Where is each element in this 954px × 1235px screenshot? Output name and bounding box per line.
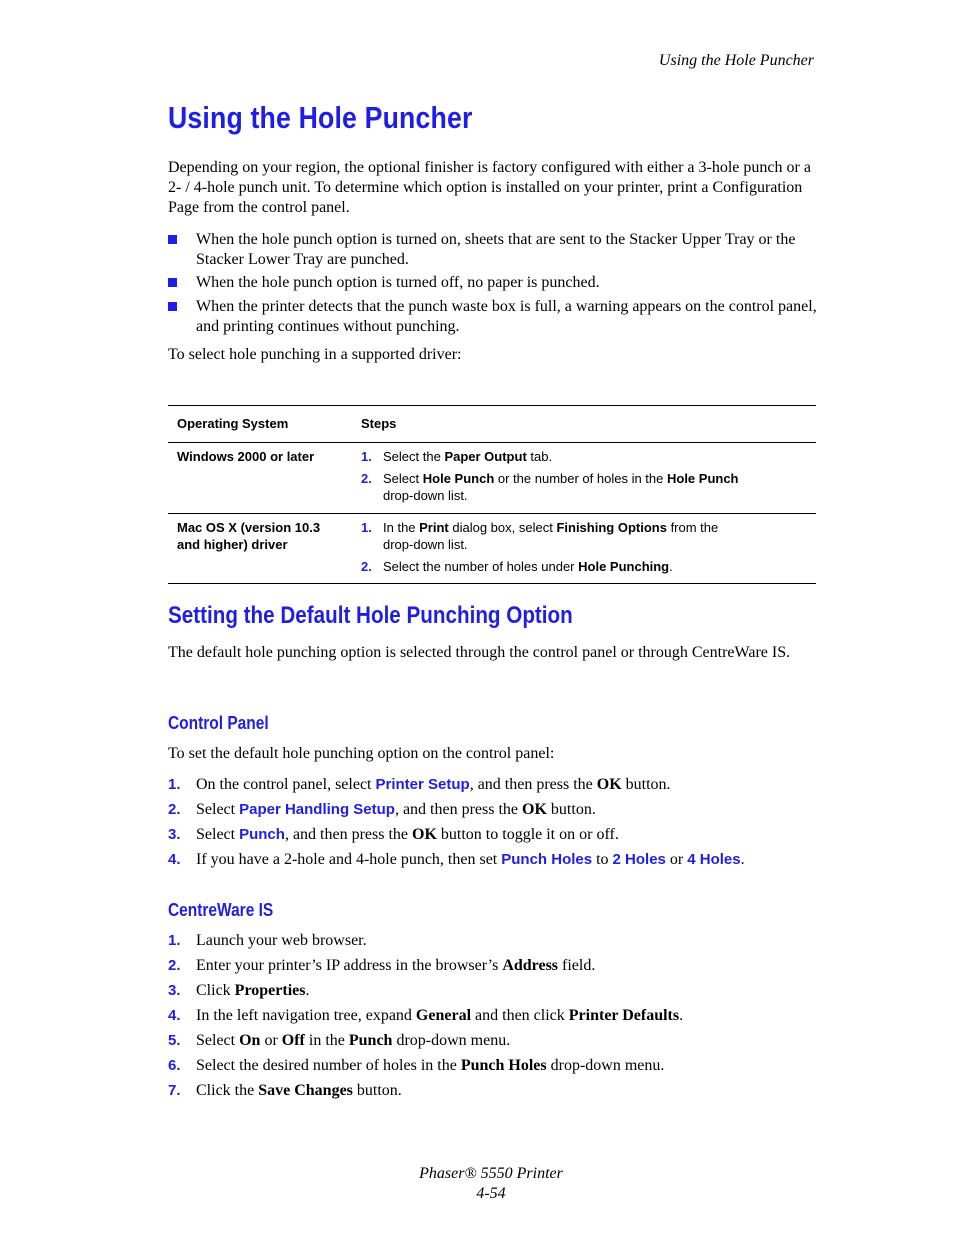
intro-paragraph: Depending on your region, the optional finisher is factory configured with either a 3-hole punch or a 2- / 4-hole punch unit. To determine which option is installed on your printer, print a Configuration Page from the control panel. bbox=[168, 159, 811, 216]
table-step: 2. Select Hole Punch or the number of holes in the Hole Punch drop-down list. bbox=[361, 471, 739, 503]
os-name: Mac OS X (version 10.3 and higher) driver bbox=[177, 520, 321, 552]
table-header-steps: Steps bbox=[361, 406, 816, 443]
bullet-square-icon bbox=[168, 235, 177, 244]
os-name: Windows 2000 or later bbox=[177, 449, 315, 464]
table-row bbox=[168, 514, 816, 584]
bullet-square-icon bbox=[168, 278, 177, 287]
page-title: Using the Hole Puncher bbox=[168, 100, 473, 135]
driver-lead: To select hole punching in a supported driver: bbox=[168, 346, 462, 363]
section-heading: Setting the Default Hole Punching Option bbox=[168, 602, 573, 629]
table-step: 1. Select the Paper Output tab. bbox=[361, 449, 553, 464]
subsection-heading-control-panel: Control Panel bbox=[168, 713, 269, 733]
running-header: Using the Hole Puncher bbox=[658, 52, 814, 69]
table-step: 2. Select the number of holes under Hole Punching. bbox=[361, 559, 673, 574]
footer-page-number: 4-54 bbox=[476, 1185, 506, 1202]
footer-product: Phaser® 5550 Printer bbox=[419, 1165, 563, 1182]
section-intro: The default hole punching option is selected through the control panel or through CentreWare IS. bbox=[168, 644, 791, 661]
driver-steps-table bbox=[168, 405, 816, 584]
bullet-square-icon bbox=[168, 302, 177, 311]
table-row bbox=[168, 443, 816, 514]
subsection-heading-centreware: CentreWare IS bbox=[168, 900, 274, 920]
table-header-row bbox=[168, 406, 816, 443]
table-step: 1. In the Print dialog box, select Finishing Options from the drop-down list. bbox=[361, 520, 719, 552]
control-panel-lead: To set the default hole punching option on the control panel: bbox=[168, 745, 555, 762]
table-header-os: Operating System bbox=[168, 406, 361, 443]
